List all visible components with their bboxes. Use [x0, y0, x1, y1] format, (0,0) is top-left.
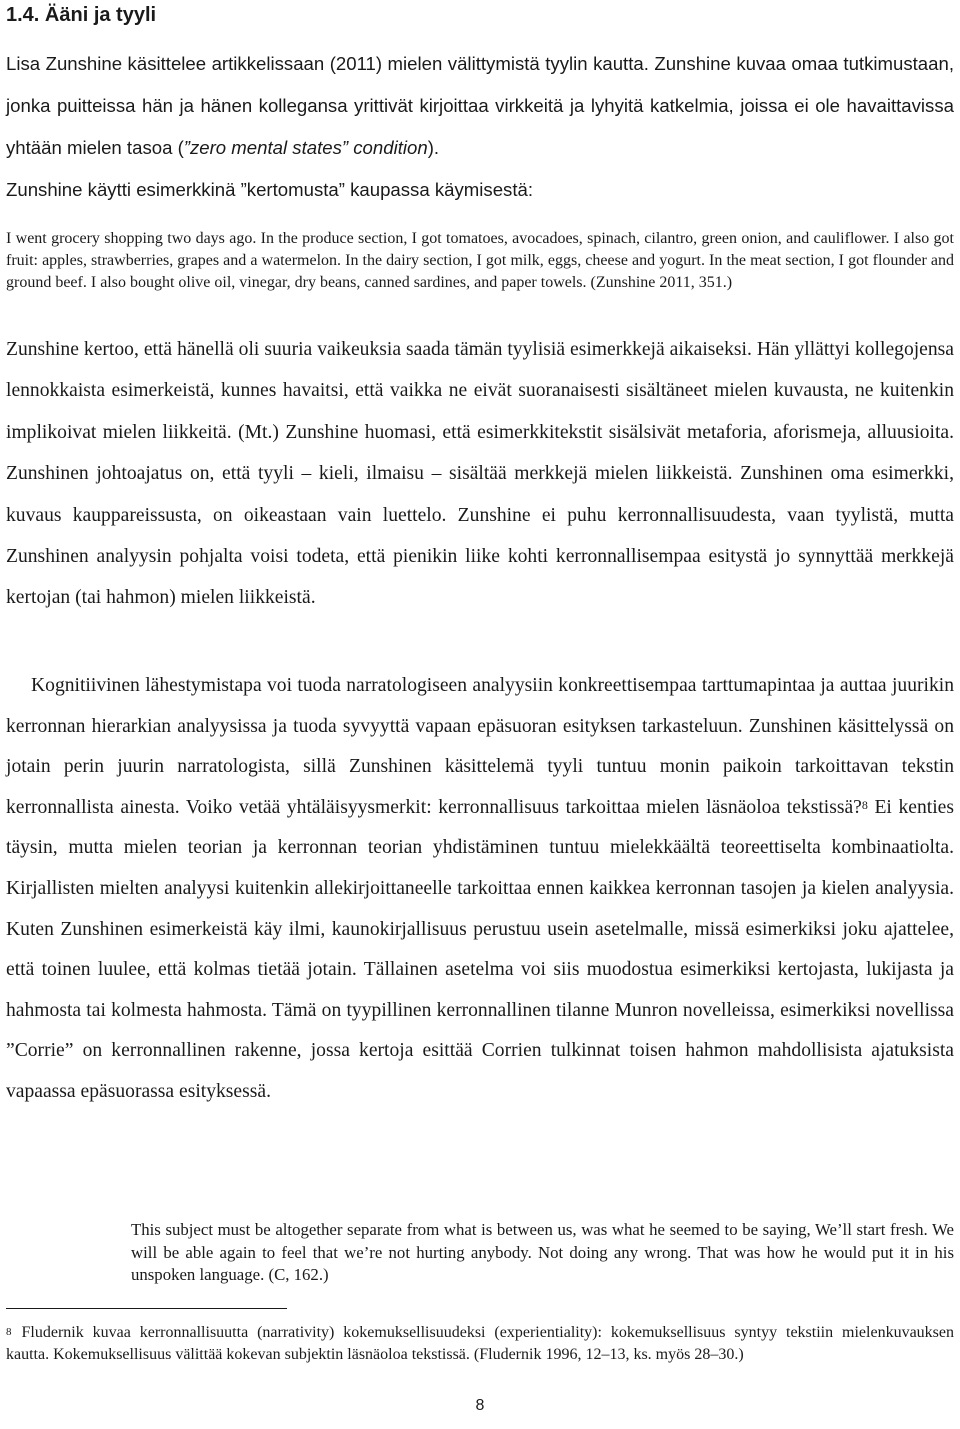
- corrie-block-quote: This subject must be altogether separate from what is between us, was what he seemed to be saying, We’ll start fresh. We will be able again to feel that we’re not hurting anybody. Not doing any wrong. That was how he would put it in his unspoken language. (C, 162.): [131, 1220, 954, 1284]
- paragraph-intro-end: ).: [427, 137, 440, 158]
- footnote-divider: [6, 1308, 287, 1309]
- footnote-text: Fludernik kuvaa kerronnallisuutta (narrativity) kokemuksellisuudeksi (experientiality): kokemuksellisuus syntyy tekstiin mielenkuvauksen kautta. Kokemuksellisuus välittää kokevan subjektin läsnäoloa tekstissä. (Fludernik 1996, 12–13, ks. myös 28–30.): [6, 1324, 954, 1363]
- paragraph-zunshine: Zunshine kertoo, että hänellä oli suuria vaikeuksia saada tämän tyylisiä esimerkkejä aikaiseksi. Hän yllättyi kollegojensa lennokkaista esimerkeistä, kunnes havaitsi, että vaikka ne eivät suoranaisesti sisältäneet mielen kuvausta, ne kuitenkin implikoivat mielen liikkeitä. (Mt.) Zunshine huomasi, että esimerkkitekstit sisälsivät metaforia, aforismeja, alluusioita. Zunshinen johtoajatus on, että tyyli – kieli, ilmaisu – sisältää merkkejä mielen liikkeistä. Zunshinen oma esimerkki, kuvaus kauppareissusta, on oikeastaan vain luettelo. Zunshine ei puhu kerronnallisuudesta, vaan tyylistä, mutta Zunshinen analyysin pohjalta voisi todeta, että pienikin liike kohti kerronnallisempaa esitystä jo synnyttää merkkejä kertojan (tai hahmon) mielen liikkeistä.: [6, 339, 954, 609]
- paragraph-intro-lead: Zunshine käytti esimerkkinä ”kertomusta” kaupassa käymisestä:: [6, 179, 534, 200]
- footnote-reference[interactable]: 8: [861, 797, 868, 812]
- paragraph-cognitive-text: Kognitiivinen lähestymistapa voi tuoda narratologiseen analyysiin konkreettisempaa tarttumapintaa ja auttaa juurikin kerronnan hierarkian analyysissa ja tuoda syvyyttä vapaan epäsuoran esityksen tarkasteluun. Zunshinen käsittelyssä on jotain perin juurin narratologista, sillä Zunshinen käsittelemä tyyli tuntuu monin paikoin tarkoittavan tekstin kerronnallista ainesta. Voiko vetää yhtäläisyysmerkit: kerronnallisuus tarkoittaa mielen läsnäoloa tekstissä?: [6, 675, 954, 818]
- page-number: 8: [475, 1397, 485, 1414]
- footnote: [6, 1322, 954, 1366]
- paragraph-intro-text: Lisa Zunshine käsittelee artikkelissaan (2011) mielen välittymistä tyylin kautta. Zunshine kuvaa omaa tutkimustaan, jonka puitteissa hän ja hänen kollegansa yrittivät kirjoittaa virkkeitä ja lyhyitä katkelmia, joissa ei ole havaittavissa yhtään mielen tasoa (: [6, 53, 954, 158]
- paragraph-intro: [6, 43, 954, 211]
- paragraph-cognitive-text-continued: Ei kenties täysin, mutta mielen teorian ja kerronnan teorian yhdistäminen tuntuu mielekkäältä teoreettiselta kombinaatiolta. Kirjallisten mielten analyysi kuitenkin allekirjoittaneelle tarkoittaa ennen kaikkea kerronnan tasojen ja kielen analyysia. Kuten Zunshinen esimerkeistä käy ilmi, kaunokirjallisuus perustuu usein asetelmalle, missä esimerkiksi joku ajattelee, että toinen luulee, että kolmas tietää jotain. Tällainen asetelma voi siis muodostua esimerkiksi kertojasta, lukijasta ja hahmosta tai kolmesta hahmosta. Tämä on tyypillinen kerronnallinen tilanne Munron novelleissa, esimerkiksi novellissa ”Corrie” on kerronnallinen rakenne, jossa kertoja esittää Corrien tulkinnat toisen hahmon mahdollisista ajatuksista vapaassa epäsuorassa esityksessä.: [6, 796, 954, 1102]
- paragraph-intro-italic: ”zero mental states” condition: [183, 137, 428, 158]
- footnote-number: 8: [6, 1326, 12, 1338]
- paragraph-cognitive: [6, 666, 954, 1113]
- grocery-quote: I went grocery shopping two days ago. In the produce section, I got tomatoes, avocadoes, spinach, cilantro, green onion, and cauliflower. I also got fruit: apples, strawberries, grapes and a watermelon. In the dairy section, I got milk, eggs, cheese and yogurt. In the meat section, I got flounder and ground beef. I also bought olive oil, vinegar, dry beans, canned sardines, and paper towels. (Zunshine 2011, 351.): [6, 230, 954, 291]
- section-heading: 1.4. Ääni ja tyyli: [6, 4, 157, 26]
